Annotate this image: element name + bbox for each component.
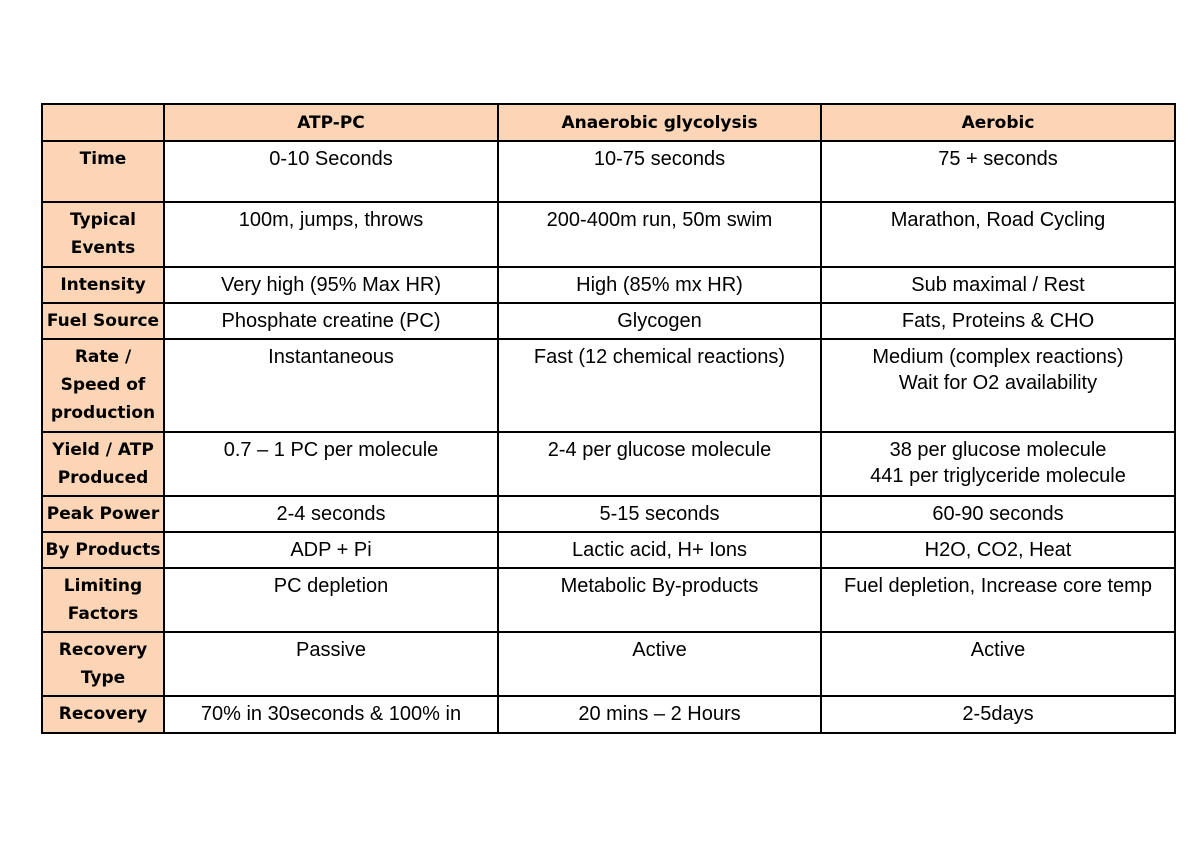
row-header: Rate / Speed of production [42,339,164,432]
cell-text-line: Passive [295,639,367,661]
table-cell-aerobic [821,202,1175,267]
cell-text-line: 100m, jumps, throws [238,209,424,231]
cell-text-line: Fats, Proteins & CHO [901,310,1095,332]
cell-text-line: Lactic acid, H+ Ions [571,539,748,561]
column-header-atp-pc: ATP-PC [164,104,498,141]
cell-text-line: High (85% mx HR) [576,274,743,296]
cell-text-line: 20 mins – 2 Hours [578,703,741,725]
cell-text-line: 70% in 30seconds & 100% in [200,703,462,725]
cell-text-line: Active [632,639,687,661]
row-header: Recovery [42,696,164,733]
cell-text-line: 2-5days [962,703,1034,725]
cell-text-line: 10-75 seconds [593,148,726,170]
table-cell-aerobic [821,303,1175,339]
table-cell-atp-pc [164,267,498,303]
table-cell-anaerobic [498,532,821,568]
row-header: Time [42,141,164,202]
cell-text-line: 75 + seconds [938,148,1058,170]
cell-text-line: Glycogen [617,310,702,332]
cell-text-line: 5-15 seconds [599,503,720,525]
table-cell-anaerobic [498,339,821,432]
table-row [42,141,1175,202]
cell-text-line: 441 per triglyceride molecule [870,465,1126,487]
column-header-aerobic: Aerobic [821,104,1175,141]
table-cell-anaerobic [498,568,821,632]
cell-text-line: Metabolic By-products [560,575,759,597]
table-row [42,532,1175,568]
cell-text-line: 60-90 seconds [932,503,1064,525]
table-cell-anaerobic [498,202,821,267]
row-header: Fuel Source [42,303,164,339]
table-cell-aerobic [821,568,1175,632]
cell-text-line: Wait for O2 availability [898,372,1098,394]
cell-text-line: 200-400m run, 50m swim [546,209,773,231]
cell-text-line: Phosphate creatine (PC) [221,310,441,332]
energy-systems-table [41,103,1176,734]
cell-text-line: 2-4 per glucose molecule [547,439,772,461]
row-header: Recovery Type [42,632,164,696]
table-cell-atp-pc [164,568,498,632]
cell-text-line: Active [970,639,1026,661]
table-cell-anaerobic [498,432,821,496]
table-cell-anaerobic [498,496,821,532]
table-row [42,496,1175,532]
table-cell-aerobic [821,696,1175,733]
table-cell-atp-pc [164,141,498,202]
cell-text-line: Instantaneous [268,346,394,368]
cell-text-line: Sub maximal / Rest [911,274,1085,296]
table-cell-aerobic [821,432,1175,496]
table-row [42,267,1175,303]
table-cell-anaerobic [498,696,821,733]
cell-text-line: ADP + Pi [290,539,372,561]
cell-text-line: Marathon, Road Cycling [890,209,1106,231]
cell-text-line: 0-10 Seconds [269,148,393,170]
row-header: Peak Power [42,496,164,532]
table-row [42,202,1175,267]
table-row [42,303,1175,339]
row-header: Yield / ATP Produced [42,432,164,496]
table-cell-atp-pc [164,532,498,568]
cell-text-line: PC depletion [273,575,389,597]
row-header: By Products [42,532,164,568]
table-cell-anaerobic [498,267,821,303]
cell-text-line: 0.7 – 1 PC per molecule [223,439,439,461]
cell-text-line: Medium (complex reactions) [872,346,1124,368]
table-cell-atp-pc [164,339,498,432]
table-cell-anaerobic [498,303,821,339]
row-header: Typical Events [42,202,164,267]
table-row [42,696,1175,733]
cell-text-line: 38 per glucose molecule [889,439,1107,461]
cell-text-line: H2O, CO2, Heat [924,539,1072,561]
table-cell-anaerobic [498,141,821,202]
table-cell-aerobic [821,339,1175,432]
cell-text-line: Fast (12 chemical reactions) [533,346,786,368]
table-cell-aerobic [821,632,1175,696]
table-row [42,339,1175,432]
table-cell-atp-pc [164,496,498,532]
table-cell-atp-pc [164,432,498,496]
cell-text-line: 2-4 seconds [276,503,386,525]
table-cell-atp-pc [164,303,498,339]
corner-cell [42,104,164,141]
table-cell-aerobic [821,532,1175,568]
table-cell-aerobic [821,496,1175,532]
table-row [42,632,1175,696]
table-cell-aerobic [821,267,1175,303]
cell-text-line: Fuel depletion, Increase core temp [844,575,1152,597]
cell-text-line: Very high (95% Max HR) [220,274,442,296]
row-header: Limiting Factors [42,568,164,632]
table-header-row [42,104,1175,141]
table-cell-atp-pc [164,632,498,696]
table-row [42,432,1175,496]
row-header: Intensity [42,267,164,303]
table-cell-atp-pc [164,696,498,733]
table-cell-atp-pc [164,202,498,267]
column-header-anaerobic-glycolysis: Anaerobic glycolysis [498,104,821,141]
table-row [42,568,1175,632]
table-cell-anaerobic [498,632,821,696]
table-cell-aerobic [821,141,1175,202]
